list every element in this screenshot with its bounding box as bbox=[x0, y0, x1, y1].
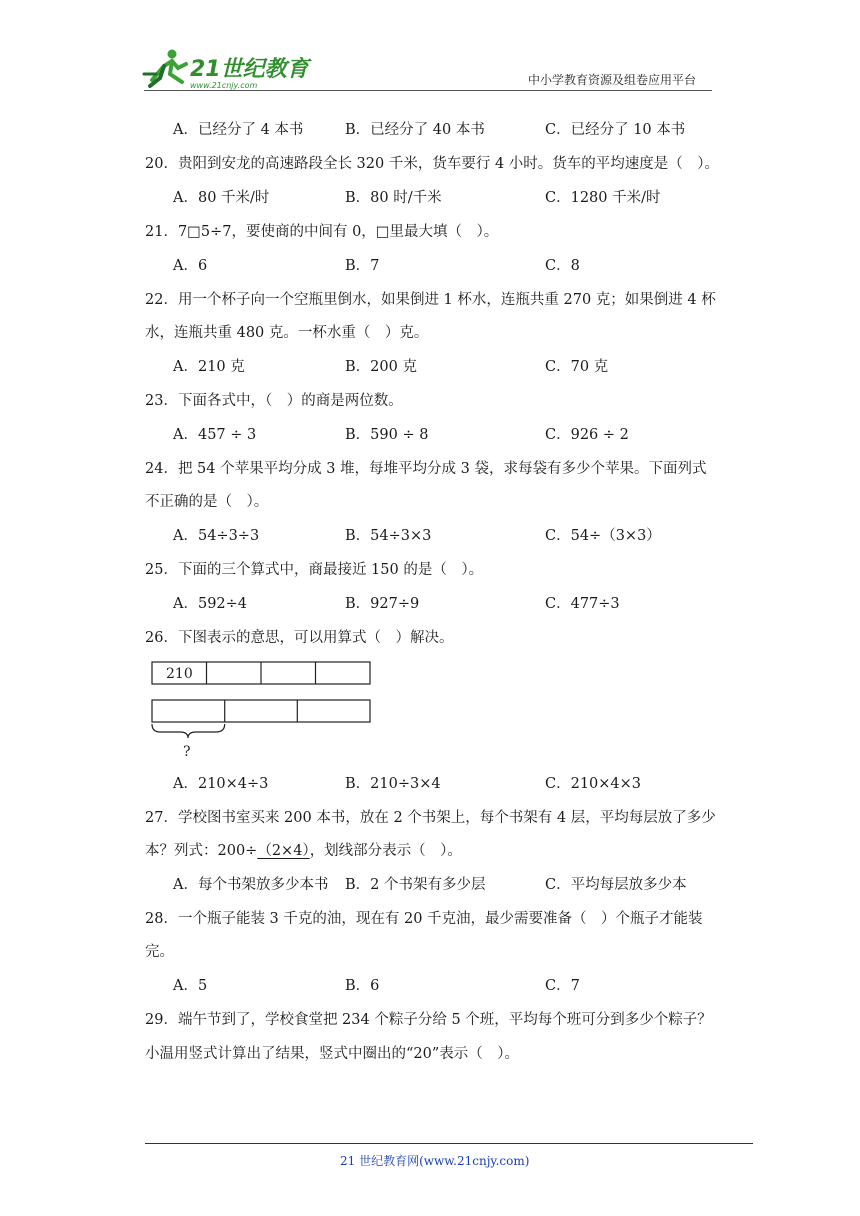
q27-option-c: C．平均每层放多少本 bbox=[545, 877, 687, 893]
q26-stem: 26．下图表示的意思，可以用算式（ ）解决。 bbox=[145, 630, 454, 646]
runner-icon bbox=[144, 50, 186, 87]
q27-stem-pre: 本？列式：200÷ bbox=[145, 843, 258, 859]
q22-stem-line1: 22．用一个杯子向一个空瓶里倒水，如果倒进 1 杯水，连瓶共重 270 克；如果倒进 4 杯 bbox=[145, 292, 716, 308]
q29-stem-line1: 29．端午节到了，学校食堂把 234 个粽子分给 5 个班，平均每个班可分到多少个粽子？ bbox=[145, 1012, 712, 1028]
site-logo bbox=[142, 44, 312, 92]
q25-option-a: A．592÷4 bbox=[173, 596, 248, 612]
q20-option-a: A．80 千米/时 bbox=[173, 190, 270, 206]
diagram-value-label: 210 bbox=[166, 666, 193, 682]
q27-underlined-part: （2×4） bbox=[257, 843, 310, 859]
q19-option-a: A．已经分了 4 本书 bbox=[173, 122, 304, 138]
q24-option-b: B．54÷3×3 bbox=[345, 528, 432, 544]
q27-stem-post: ，划线部分表示（ ）。 bbox=[309, 843, 462, 859]
q26-option-c: C．210×4×3 bbox=[545, 776, 642, 792]
q28-stem-line1: 28．一个瓶子能装 3 千克的油，现在有 20 千克油，最少需要准备（ ）个瓶子才能装 bbox=[145, 911, 703, 927]
q21-stem: 21．7□5÷7，要使商的中间有 0，□里最大填（ ）。 bbox=[145, 224, 499, 240]
diagram-question-mark: ? bbox=[183, 744, 191, 760]
q22-stem-line2: 水，连瓶共重 480 克。一杯水重（ ）克。 bbox=[145, 325, 429, 341]
q21-option-c: C．8 bbox=[545, 258, 580, 274]
q19-option-c: C．已经分了 10 本书 bbox=[545, 122, 686, 138]
q20-stem: 20．贵阳到安龙的高速路段全长 320 千米，货车要行 4 小时。货车的平均速度是（ ）。 bbox=[145, 156, 720, 172]
q20-option-c: C．1280 千米/时 bbox=[545, 190, 661, 206]
q27-stem-line1: 27．学校图书室买来 200 本书，放在 2 个书架上，每个书架有 4 层，平均每层放了多少 bbox=[145, 810, 716, 826]
segment-diagram bbox=[150, 660, 380, 760]
q21-option-b: B．7 bbox=[345, 258, 380, 274]
q29-stem-line2: 小温用竖式计算出了结果，竖式中圈出的“20”表示（ ）。 bbox=[145, 1046, 520, 1062]
footer-site-link[interactable]: 21 世纪教育网(www.21cnjy.com) bbox=[340, 1154, 530, 1168]
q22-option-b: B．200 克 bbox=[345, 359, 417, 375]
q28-option-c: C．7 bbox=[545, 978, 580, 994]
q20-option-b: B．80 时/千米 bbox=[345, 190, 442, 206]
header-platform-text: 中小学教育资源及组卷应用平台 bbox=[528, 73, 697, 87]
q23-option-a: A．457 ÷ 3 bbox=[173, 427, 257, 443]
brace-icon bbox=[152, 724, 225, 738]
q25-stem: 25．下面的三个算式中，商最接近 150 的是（ ）。 bbox=[145, 562, 484, 578]
q26-option-b: B．210÷3×4 bbox=[345, 776, 441, 792]
bottom-bar bbox=[152, 700, 370, 722]
q27-option-a: A．每个书架放多少本书 bbox=[173, 877, 329, 893]
q23-option-b: B．590 ÷ 8 bbox=[345, 427, 429, 443]
logo-text: 21世纪教育 bbox=[190, 57, 309, 82]
q28-option-a: A．5 bbox=[173, 978, 208, 994]
footer-divider bbox=[145, 1143, 753, 1144]
q27-option-b: B．2 个书架有多少层 bbox=[345, 877, 486, 893]
q25-option-c: C．477÷3 bbox=[545, 596, 620, 612]
q28-option-b: B．6 bbox=[345, 978, 380, 994]
q22-option-c: C．70 克 bbox=[545, 359, 609, 375]
q24-option-c: C．54÷（3×3） bbox=[545, 528, 661, 544]
q26-option-a: A．210×4÷3 bbox=[173, 776, 269, 792]
q19-option-b: B．已经分了 40 本书 bbox=[345, 122, 485, 138]
q22-option-a: A．210 克 bbox=[173, 359, 245, 375]
header-divider bbox=[144, 90, 712, 91]
q23-stem: 23．下面各式中，（ ）的商是两位数。 bbox=[145, 393, 403, 409]
q27-stem-line2 bbox=[145, 839, 462, 860]
q24-option-a: A．54÷3÷3 bbox=[173, 528, 260, 544]
logo-url: www.21cnjy.com bbox=[190, 81, 258, 90]
q24-stem-line1: 24．把 54 个苹果平均分成 3 堆，每堆平均分成 3 袋，求每袋有多少个苹果。下面列式 bbox=[145, 461, 707, 477]
q21-option-a: A．6 bbox=[173, 258, 208, 274]
q28-stem-line2: 完。 bbox=[145, 944, 174, 960]
q23-option-c: C．926 ÷ 2 bbox=[545, 427, 629, 443]
q25-option-b: B．927÷9 bbox=[345, 596, 420, 612]
q24-stem-line2: 不正确的是（ ）。 bbox=[145, 494, 269, 510]
